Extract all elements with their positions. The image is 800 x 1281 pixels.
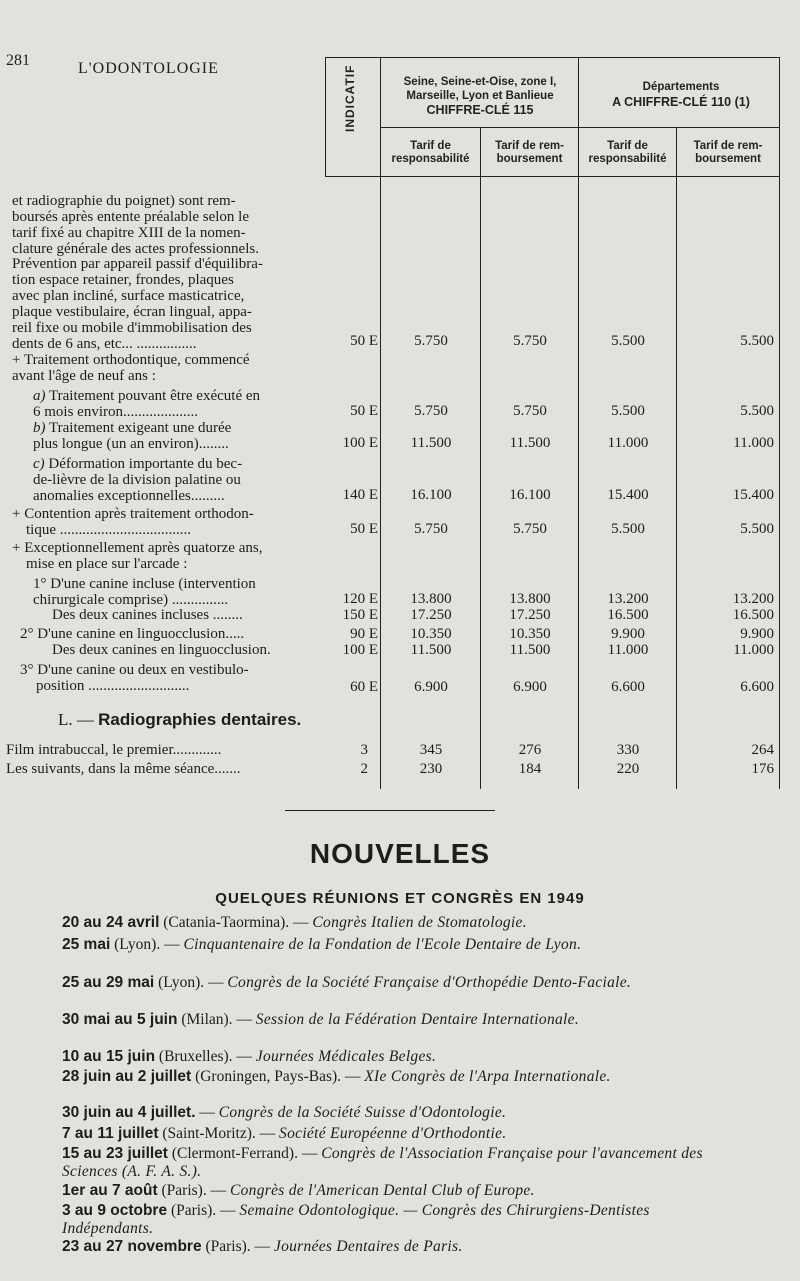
- journal-title: L'ODONTOLOGIE: [78, 60, 219, 77]
- group2-header: [584, 80, 778, 110]
- section-l-heading: L. — Radiographies dentaires.: [58, 710, 302, 729]
- group1-line3: CHIFFRE-CLÉ 115: [426, 103, 534, 117]
- subheader-1: Tarif de responsabilité: [391, 140, 470, 165]
- subheader-3: Tarif de responsabilité: [588, 140, 667, 165]
- event-item: 25 mai (Lyon). — Cinquantenaire de la Fondation de l'Ecole Dentaire de Lyon.: [62, 936, 582, 953]
- event-item: 25 au 29 mai (Lyon). — Congrès de la Société Française d'Orthopédie Dento-Faciale.: [62, 974, 632, 991]
- event-item: 15 au 23 juillet (Clermont-Ferrand). — Congrès de l'Association Française pour l'avancement des Sciences (A. F. A. S.).: [62, 1145, 703, 1180]
- event-item: 7 au 11 juillet (Saint-Moritz). — Société Européenne d'Orthodontie.: [62, 1125, 507, 1142]
- page-number: 281: [6, 52, 30, 69]
- event-item: 10 au 15 juin (Bruxelles). — Journées Médicales Belges.: [62, 1048, 437, 1065]
- event-item: 1er au 7 août (Paris). — Congrès de l'American Dental Club of Europe.: [62, 1182, 535, 1199]
- event-item: 3 au 9 octobre (Paris). — Semaine Odontologique. — Congrès des Chirurgiens-Dentistes Indépendants.: [62, 1202, 650, 1237]
- nouvelles-title: NOUVELLES: [309, 838, 491, 869]
- indicatif-header: INDICATIF: [343, 64, 357, 132]
- event-item: 20 au 24 avril (Catania-Taormina). — Congrès Italien de Stomatologie.: [62, 914, 527, 931]
- subheader-4: Tarif de rem- boursement: [693, 140, 763, 165]
- group2-line2: A CHIFFRE-CLÉ 110 (1): [612, 95, 750, 109]
- event-item: 23 au 27 novembre (Paris). — Journées Dentaires de Paris.: [62, 1238, 463, 1255]
- reunions-subtitle: QUELQUES RÉUNIONS ET CONGRÈS EN 1949: [215, 890, 585, 907]
- event-item: 30 juin au 4 juillet. — Congrès de la Société Suisse d'Odontologie.: [62, 1104, 507, 1121]
- event-item: 30 mai au 5 juin (Milan). — Session de la Fédération Dentaire Internationale.: [62, 1011, 580, 1028]
- group1-line2: Marseille, Lyon et Banlieue: [406, 90, 554, 102]
- subheader-2: Tarif de rem- boursement: [495, 140, 564, 165]
- event-item: 28 juin au 2 juillet (Groningen, Pays-Bas). — XIe Congrès de l'Arpa Internationale.: [62, 1068, 611, 1085]
- group1-line1: Seine, Seine-et-Oise, zone I,: [403, 76, 557, 88]
- group1-header: [382, 75, 578, 117]
- group2-line1: Départements: [642, 81, 720, 93]
